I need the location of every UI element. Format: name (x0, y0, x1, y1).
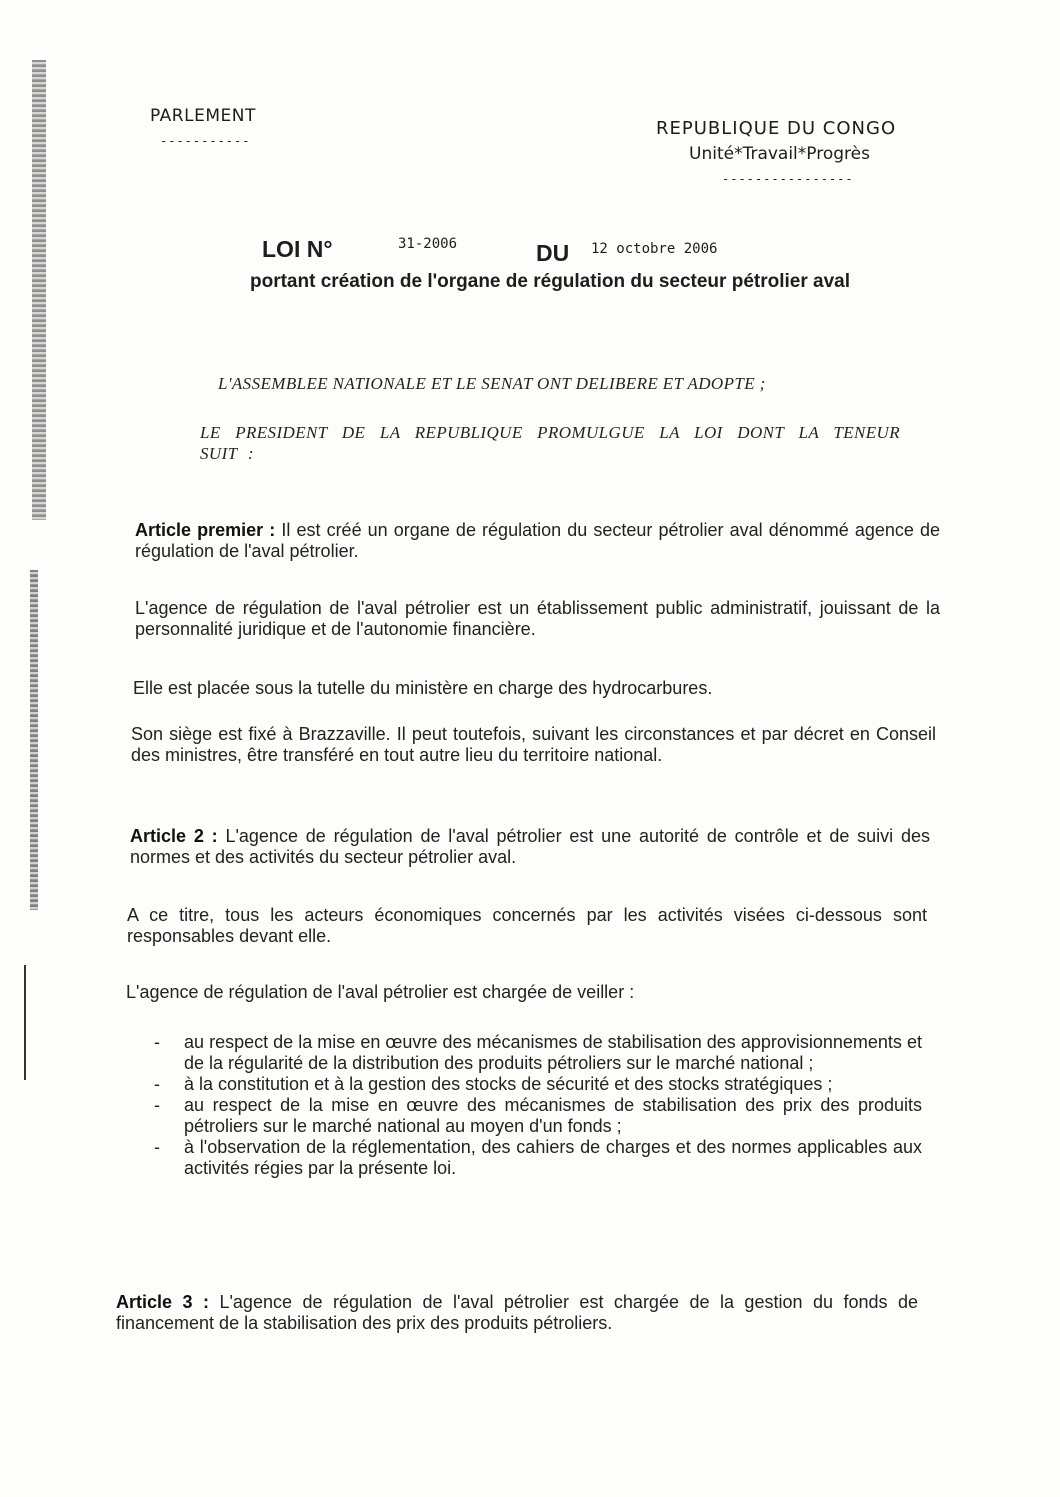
article-1-paragraph-4: Son siège est fixé à Brazzaville. Il peut toutefois, suivant les circonstances et par décret en Conseil des ministres, être transféré en tout autre lieu du territoire national. (131, 724, 936, 765)
list-item (154, 1137, 922, 1179)
article-2-paragraph-3: L'agence de régulation de l'aval pétrolier est chargée de veiller : (126, 982, 635, 1002)
bullet-dash: - (154, 1074, 160, 1094)
list-item-text: au respect de la mise en œuvre des mécanismes de stabilisation des prix des produits pétroliers sur le marché national au moyen d'un fonds ; (184, 1095, 922, 1136)
parliament-title: PARLEMENT (150, 106, 256, 126)
article-1-paragraph-3: Elle est placée sous la tutelle du ministère en charge des hydrocarbures. (133, 678, 713, 698)
republic-title: REPUBLIQUE DU CONGO (656, 118, 897, 139)
parliament-rule: ----------- (160, 134, 251, 148)
list-item-text: à la constitution et à la gestion des stocks de sécurité et des stocks stratégiques ; (184, 1074, 833, 1094)
list-item (154, 1032, 922, 1074)
article-2-paragraph-1 (130, 826, 930, 868)
article-2-duties-list (154, 1032, 922, 1179)
republic-rule: ---------------- (722, 172, 854, 186)
article-1-label: Article premier : (135, 520, 276, 540)
law-date: 12 octobre 2006 (591, 241, 718, 257)
scan-edge-artifact (32, 60, 46, 520)
law-number: 31-2006 (398, 236, 458, 252)
bullet-dash: - (154, 1095, 160, 1115)
law-du-label: DU (536, 240, 570, 266)
scan-edge-artifact (30, 570, 38, 910)
list-item-text: au respect de la mise en œuvre des mécanismes de stabilisation des approvisionnements et de la régularité de la distribution des produits pétroliers sur le marché national ; (184, 1032, 922, 1073)
article-3-label: Article 3 : (116, 1292, 209, 1312)
bullet-dash: - (154, 1137, 160, 1157)
list-item (154, 1095, 922, 1137)
article-1-paragraph-1 (135, 520, 940, 562)
article-3-paragraph-1 (116, 1292, 918, 1334)
list-item (154, 1074, 922, 1095)
article-2-label: Article 2 : (130, 826, 218, 846)
list-item-text: à l'observation de la réglementation, des cahiers de charges et des normes applicables aux activités régies par la présente loi. (184, 1137, 922, 1178)
scan-edge-artifact (24, 965, 26, 1080)
bullet-dash: - (154, 1032, 160, 1052)
enacting-formula-1: L'ASSEMBLEE NATIONALE ET LE SENAT ONT DELIBERE ET ADOPTE ; (218, 374, 766, 393)
enacting-formula-2: LE PRESIDENT DE LA REPUBLIQUE PROMULGUE LA LOI DONT LA TENEUR SUIT : (200, 423, 900, 463)
law-subtitle: portant création de l'organe de régulation du secteur pétrolier aval (250, 271, 850, 292)
article-1-text: Il est créé un organe de régulation du secteur pétrolier aval dénommé agence de régulation de l'aval pétrolier. (135, 520, 940, 561)
article-2-paragraph-2: A ce titre, tous les acteurs économiques concernés par les activités visées ci-dessous sont responsables devant elle. (127, 905, 927, 946)
article-2-text: L'agence de régulation de l'aval pétrolier est une autorité de contrôle et de suivi des normes et des activités du secteur pétrolier aval. (130, 826, 930, 867)
law-label: LOI N° (262, 236, 333, 262)
national-motto: Unité*Travail*Progrès (689, 144, 870, 164)
article-1-paragraph-2: L'agence de régulation de l'aval pétrolier est un établissement public administratif, jouissant de la personnalité juridique et de l'autonomie financière. (135, 598, 940, 639)
article-3-text: L'agence de régulation de l'aval pétrolier est chargée de la gestion du fonds de financement de la stabilisation des prix des produits pétroliers. (116, 1292, 918, 1333)
